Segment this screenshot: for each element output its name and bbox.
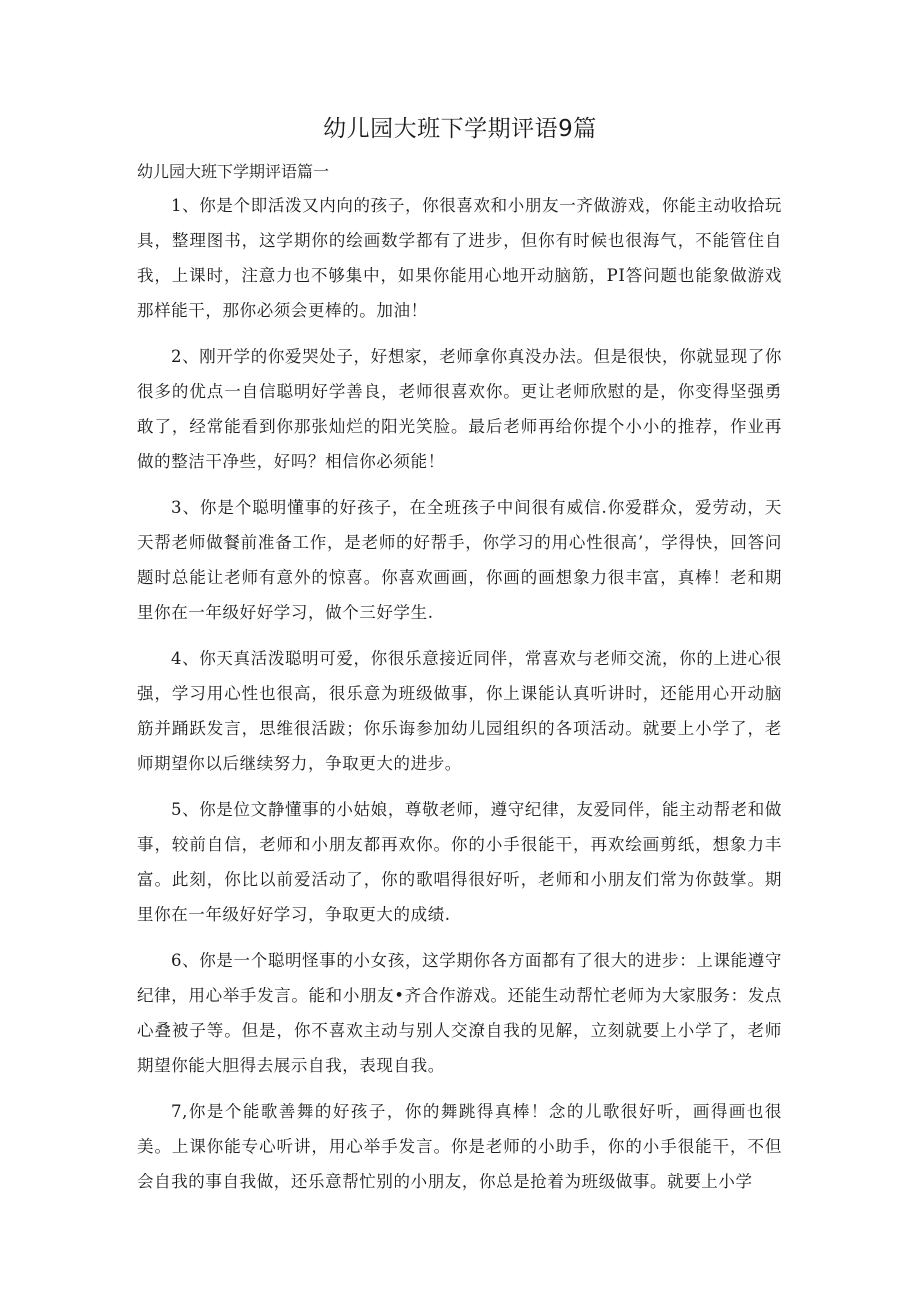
paragraph-2: 2、刚开学的你爱哭处子，好想家，老师拿你真没办法。但是很快，你就显现了你很多的优点一自信聪明好学善良，老师很喜欢你。更让老师欣慰的是，你变得坚强勇敢了，经常能看到你那张灿烂的阳光笑脸。最后老师再给你提个小小的推荐，作业再做的整洁干净些，好吗？相信你必须能！	[137, 347, 782, 471]
paragraph-4: 4、你天真活泼聪明可爱，你很乐意接近同伴，常喜欢与老师交流，你的上进心很强，学习用心性也很高，很乐意为班级做事，你上课能认真听讲时，还能用心开动脑筋并踊跃发言，思维很活跋；你乐诲参加幼儿园组织的各项活动。就要上小学了，老师期望你以后继续努力，争取更大的进步。	[137, 649, 782, 773]
paragraph-1: 1、你是个即活泼又内向的孩子，你很喜欢和小朋友一齐做游戏，你能主动收拾玩具，整理图书，这学期你的绘画数学都有了进步，但你有时候也很海气，不能管住自我，上课时，注意力也不够集中，如果你能用心地开动脑筋，PI答问题也能象做游戏那样能干，那你必须会更棒的。加油！	[137, 196, 782, 320]
paragraph-5: 5、你是位文静懂事的小姑娘，尊敬老师，遵守纪律，友爱同伴，能主动帮老和做事，较前自信，老师和小朋友都再欢你。你的小手很能干，再欢绘画剪纸，想象力丰富。此刻，你比以前爱活动了，你的歌唱得很好听，老师和小朋友们常为你鼓掌。期里你在一年级好好学习，争取更大的成绩.	[137, 800, 782, 924]
document-title: 幼儿园大班下学期评语9篇	[323, 116, 597, 142]
document-body	[137, 188, 782, 1210]
paragraph-3: 3、你是个聪明懂事的好孩子，在全班孩子中间很有威信.你爱群众，爱劳动，天天帮老师做餐前准备工作，是老师的好帮手，你学习的用心性很高’，学得快，回答问题时总能让老师有意外的惊喜。你喜欢画画，你画的画想象力很丰富，真棒！老和期里你在一年级好好学习，做个三好学生.	[137, 498, 782, 622]
paragraph-7: 7,你是个能歌善舞的好孩子，你的舞跳得真棒！念的儿歌很好听，画得画也很美。上课你能专心听讲，用心举手发言。你是老师的小助手，你的小手很能干，不但会自我的事自我做，还乐意帮忙别的小朋友，你总是抢着为班级做事。就要上小学	[137, 1102, 782, 1191]
section-heading: 幼儿园大班下学期评语篇一	[137, 162, 330, 181]
paragraph-6: 6、你是一个聪明怪事的小女孩，这学期你各方面都有了很大的进步：上课能遵守纪律，用心举手发言。能和小朋友•齐合作游戏。还能生动帮忙老师为大家服务：发点心叠被子等。但是，你不喜欢主动与别人交潦自我的见解，立刻就要上小学了，老师期望你能大胆得去展示自我，表现自我。	[137, 951, 782, 1075]
